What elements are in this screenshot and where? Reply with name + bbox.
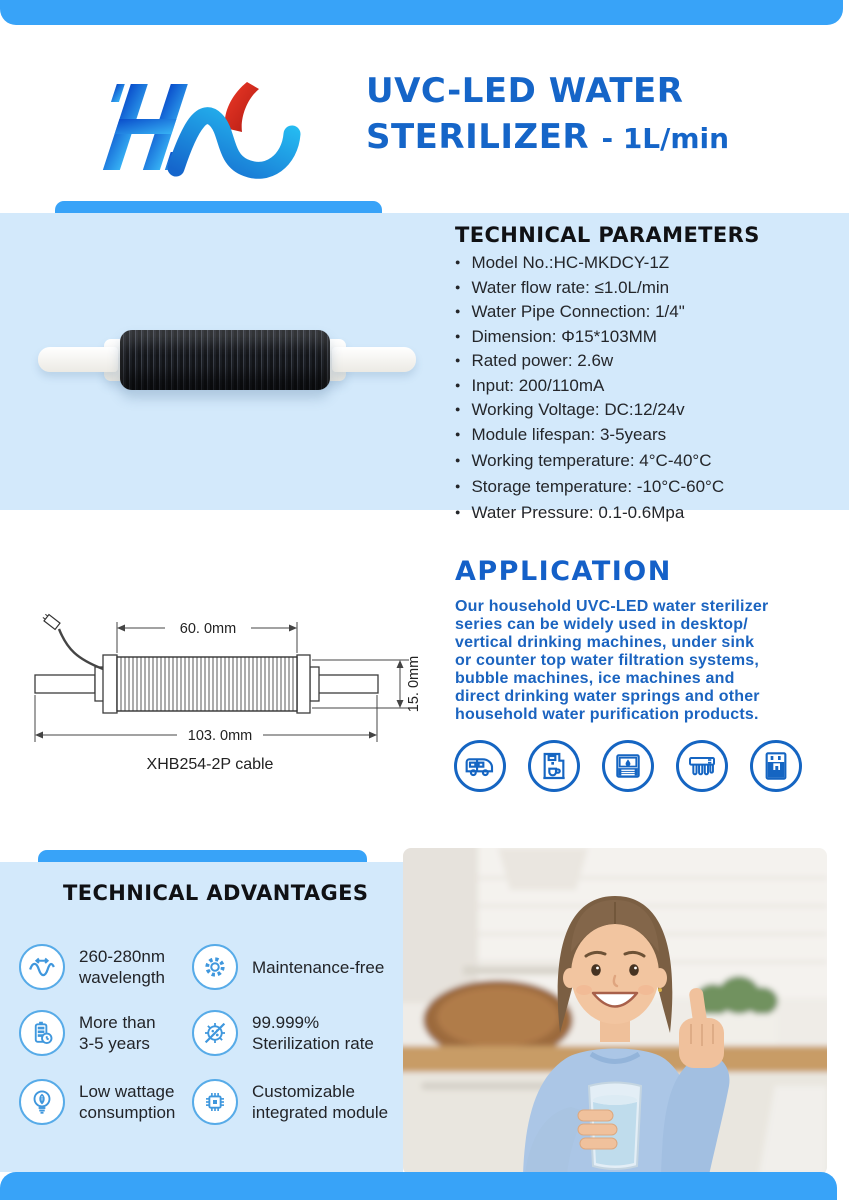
advantage-item — [192, 1010, 374, 1056]
product-tube-left — [38, 347, 118, 372]
title-line-1: UVC-LED WATER — [366, 71, 684, 111]
footer-accent-bar — [0, 1172, 837, 1200]
application-body: Our household UVC-LED water sterilizer series can be widely used in desktop/ vertical drinking machines, under sink or counter top water filtration systems, bubble machines, ice machines and direct drinking water springs and other household water purification products. — [455, 598, 769, 723]
section-tab-parameters — [55, 201, 382, 213]
coffee-machine-icon — [528, 740, 580, 792]
ice-maker-icon — [602, 740, 654, 792]
parameter-item: ● Water Pipe Connection: 1/4" — [455, 302, 840, 324]
dim-bottom-label: 103. 0mm — [187, 728, 253, 744]
page-title — [366, 68, 836, 162]
lifestyle-photo-girl-thumbs-up — [403, 848, 827, 1175]
technical-parameters-heading: TECHNICAL PARAMETERS — [455, 223, 760, 247]
sterilization-rate-icon — [192, 1010, 238, 1056]
technical-advantages-heading: TECHNICAL ADVANTAGES — [63, 881, 369, 905]
product-tube-right — [332, 347, 416, 372]
advantage-item — [19, 1010, 156, 1056]
battery-lifespan-icon — [19, 1010, 65, 1056]
top-accent-bar — [0, 0, 843, 25]
title-line-2: STERILIZER - 1L/min — [366, 117, 730, 157]
cable-caption: XHB254-2P cable — [146, 756, 274, 773]
rv-caravan-icon — [454, 740, 506, 792]
parameter-item: ● Input: 200/110mA — [455, 376, 840, 398]
advantage-label: Customizable integrated module — [252, 1082, 389, 1122]
water-filtration-system-icon — [676, 740, 728, 792]
section-tab-advantages — [38, 850, 367, 862]
wavelength-icon — [19, 944, 65, 990]
logo-red-swoosh — [225, 82, 259, 132]
drawing-finned-body — [117, 657, 297, 711]
application-heading: APPLICATION — [455, 556, 672, 587]
dim-top-label: 60. 0mm — [179, 621, 237, 637]
brand-logo — [84, 68, 314, 188]
title-flow-rate: - 1L/min — [601, 122, 730, 155]
parameter-item: ● Rated power: 2.6w — [455, 351, 840, 373]
parameter-item: ● Model No.:HC-MKDCY-1Z — [455, 253, 840, 275]
integrated-module-icon — [192, 1079, 238, 1125]
advantage-label: Low wattage consumption — [79, 1082, 176, 1122]
advantage-label: More than 3-5 years — [79, 1013, 156, 1053]
gear-icon — [192, 944, 238, 990]
dimension-drawing — [15, 595, 435, 780]
parameter-item: ● Storage temperature: -10°C-60°C — [455, 477, 840, 499]
dim-side-label: 15. 0mm — [406, 655, 422, 713]
low-wattage-icon — [19, 1079, 65, 1125]
parameter-item: ● Working Voltage: DC:12/24v — [455, 400, 840, 422]
parameter-item: ● Working temperature: 4°C-40°C — [455, 451, 840, 473]
drawing-cable — [42, 613, 103, 669]
advantage-item — [192, 944, 384, 990]
parameter-item: ● Dimension: Φ15*103MM — [455, 327, 840, 349]
advantage-item — [192, 1079, 388, 1125]
advantage-label: 99.999% Sterilization rate — [252, 1013, 374, 1053]
advantage-item — [19, 944, 165, 990]
advantage-label: 260-280nm wavelength — [79, 947, 166, 987]
advantage-label: Maintenance-free — [252, 957, 385, 977]
parameter-item: ● Module lifespan: 3-5years — [455, 425, 840, 447]
product-finned-body — [120, 330, 330, 390]
parameter-item: ● Water Pressure: 0.1-0.6Mpa — [455, 503, 840, 525]
parameter-item: ● Water flow rate: ≤1.0L/min — [455, 278, 840, 300]
technical-parameters-list — [455, 253, 840, 527]
advantage-item — [19, 1079, 175, 1125]
water-dispenser-icon — [750, 740, 802, 792]
application-icon-row — [454, 740, 802, 792]
